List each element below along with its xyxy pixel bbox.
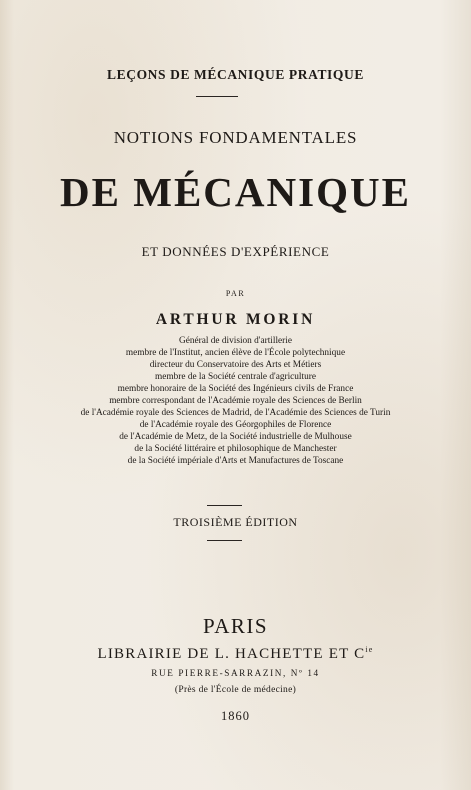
credit-line: de l'Académie royale des Géorgophiles de Florence <box>139 420 332 431</box>
divider-edition-top <box>207 505 242 506</box>
heading-top: NOTIONS FONDAMENTALES <box>113 128 358 147</box>
credit-line: membre de l'Institut, ancien élève de l'École polytechnique <box>125 348 346 359</box>
divider-top <box>196 96 238 97</box>
author-name: ARTHUR MORIN <box>155 311 316 328</box>
series-title: LEÇONS DE MÉCANIQUE PRATIQUE <box>107 67 364 82</box>
credit-line: directeur du Conservatoire des Arts et Métiers <box>149 360 322 371</box>
credit-line: membre honoraire de la Société des Ingénieurs civils de France <box>117 384 354 395</box>
by-label: PAR <box>225 289 246 298</box>
credit-line: de l'Académie de Metz, de la Société industrielle de Mulhouse <box>119 432 352 443</box>
main-title: DE MÉCANIQUE <box>60 169 411 215</box>
publication-city: PARIS <box>202 614 269 638</box>
credit-line: Général de division d'artillerie <box>179 336 292 346</box>
credit-line: membre correspondant de l'Académie royale des Sciences de Berlin <box>109 396 362 407</box>
credit-line: de la Société littéraire et philosophique de Manchester <box>134 444 337 455</box>
publisher-main: LIBRAIRIE DE L. HACHETTE ET C <box>97 646 366 662</box>
subtitle: ET DONNÉES D'EXPÉRIENCE <box>141 244 330 259</box>
credit-line: membre de la Société centrale d'agriculture <box>155 372 316 383</box>
publisher-suffix: ie <box>365 645 374 654</box>
credit-line: de l'Académie royale des Sciences de Madrid, de l'Académie des Sciences de Turin <box>80 408 391 419</box>
publication-year: 1860 <box>221 709 250 723</box>
divider-edition-bottom <box>207 540 242 541</box>
edition-label: TROISIÈME ÉDITION <box>173 515 298 529</box>
address-note: (Près de l'École de médecine) <box>174 685 297 695</box>
publisher-address: RUE PIERRE-SARRAZIN, Nº 14 <box>151 668 320 678</box>
author-credits <box>0 335 471 468</box>
credit-line: de la Société impériale d'Arts et Manufactures de Toscane <box>127 456 344 467</box>
publisher-name <box>0 645 471 663</box>
